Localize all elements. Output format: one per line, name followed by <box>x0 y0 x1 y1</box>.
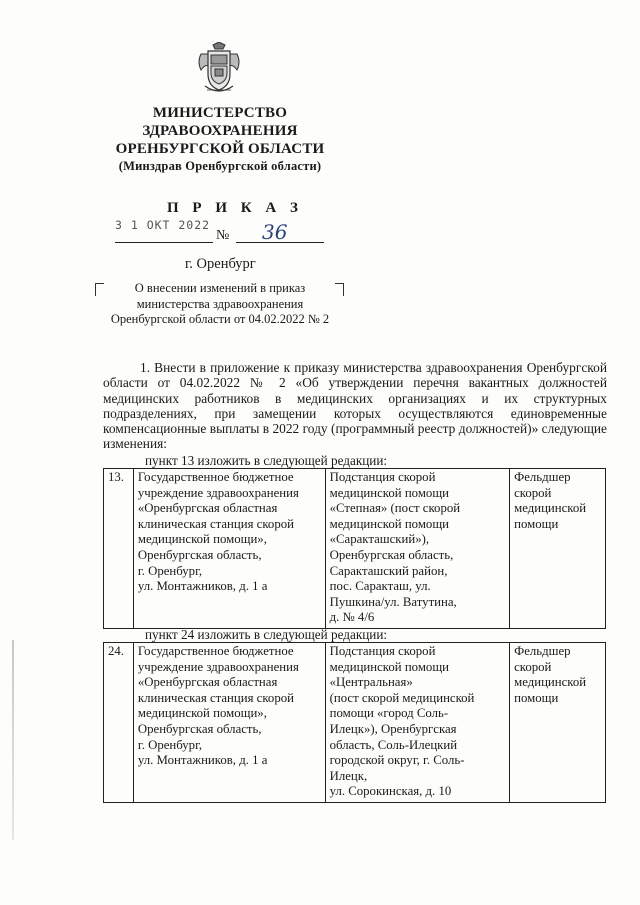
cell-line: Подстанция скорой <box>329 470 436 484</box>
position-cell <box>510 469 606 629</box>
cell-line: Илецк»), Оренбургская <box>329 721 457 736</box>
cell-line: помощи <box>514 690 559 705</box>
cell-line: медицинской <box>514 675 587 690</box>
cell-line: пос. Саракташ, ул. <box>329 579 431 594</box>
subject-line: Оренбургской области от 04.02.2022 № 2 <box>110 312 330 326</box>
cell-line: медицинской помощи», <box>137 706 267 721</box>
cell-line: учреждение здравоохранения <box>137 485 299 500</box>
cell-line: (пост скорой медицинской <box>329 690 475 705</box>
institution-cell <box>133 643 325 803</box>
position-cell <box>510 643 606 803</box>
ministry-line: ЗДРАВООХРАНЕНИЯ <box>142 123 298 139</box>
cell-line: Оренбургская область, <box>137 721 262 736</box>
cell-line: Илецк, <box>329 768 368 783</box>
cell-line: медицинской помощи <box>329 516 450 531</box>
cell-line: ул. Монтажников, д. 1 а <box>137 753 268 768</box>
cell-line: Государственное бюджетное <box>137 470 294 484</box>
cell-line: Фельдшер <box>514 470 571 484</box>
cell-line: Пушкина/ул. Ватутина, <box>329 594 457 609</box>
cell-line: помощи «город Соль- <box>329 706 449 721</box>
cell-line: Оренбургская область, <box>137 547 262 562</box>
cell-line: Фельдшер <box>514 644 571 658</box>
cell-line: «Степная» (пост скорой <box>329 501 461 516</box>
cell-line: Саракташский район, <box>329 563 448 578</box>
body-paragraph: 1. Внести в приложение к приказу министерства здравоохранения Оренбургской области от 04.02.2022 № 2 «Об утверждении перечня вакантных должностей медицинских работников в медицинских организациях и их структурных подразделениях, при замещении которых осуществляются единовременные компенсационные выплаты в 2022 году (программный реестр должностей)» следующие изменения: <box>103 360 607 452</box>
ministry-line: МИНИСТЕРСТВО <box>152 105 288 121</box>
cell-line: медицинской помощи <box>329 659 450 674</box>
ministry-line: ОРЕНБУРГСКОЙ ОБЛАСТИ <box>115 141 325 157</box>
cell-line: медицинской помощи <box>329 485 450 500</box>
order-city: г. Оренбург <box>185 256 256 272</box>
cell-line: ул. Монтажников, д. 1 а <box>137 579 268 594</box>
cell-line: городской округ, г. Соль- <box>329 753 465 768</box>
cell-line: область, Соль-Илецкий <box>329 737 458 752</box>
row-number-cell: 13. <box>104 469 134 629</box>
cell-line: «Саракташский»), <box>329 532 430 547</box>
institution-cell <box>133 469 325 629</box>
cell-line: Подстанция скорой <box>329 644 436 658</box>
cell-line: скорой <box>514 485 552 500</box>
item-13-label: пункт 13 изложить в следующей редакции: <box>145 453 388 468</box>
order-subject <box>100 281 340 328</box>
scan-margin-shadow <box>12 640 14 840</box>
cell-line: Оренбургская область, <box>329 547 454 562</box>
cell-line: Государственное бюджетное <box>137 644 294 658</box>
table-item-13 <box>103 468 606 629</box>
cell-line: «Оренбургская областная <box>137 501 278 516</box>
cell-line: г. Оренбург, <box>137 737 203 752</box>
cell-line: г. Оренбург, <box>137 563 203 578</box>
order-date-stamp: 3 1 ОКТ 2022 <box>115 218 211 232</box>
cell-line: скорой <box>514 659 552 674</box>
cell-line: медицинской <box>514 501 587 516</box>
ministry-name <box>100 104 340 175</box>
cell-line: «Центральная» <box>329 675 413 690</box>
cell-line: клиническая станция скорой <box>137 690 294 705</box>
row-number-cell: 24. <box>104 643 134 803</box>
item-24-label: пункт 24 изложить в следующей редакции: <box>145 627 388 642</box>
date-underline <box>115 242 213 243</box>
table-row <box>104 469 606 629</box>
number-sign: № <box>216 228 230 243</box>
substation-cell <box>325 469 510 629</box>
cell-line: медицинской помощи», <box>137 532 267 547</box>
order-title: П Р И К А З <box>167 200 303 216</box>
order-number: 36 <box>262 220 288 244</box>
cell-line: д. № 4/6 <box>329 610 375 625</box>
subject-line: министерства здравоохранения <box>136 296 304 311</box>
table-item-24 <box>103 642 606 803</box>
substation-cell <box>325 643 510 803</box>
cell-line: учреждение здравоохранения <box>137 659 299 674</box>
cell-line: клиническая станция скорой <box>137 516 294 531</box>
cell-line: помощи <box>514 516 559 531</box>
coat-of-arms-icon <box>195 42 243 96</box>
cell-line: «Оренбургская областная <box>137 675 278 690</box>
table-row <box>104 643 606 803</box>
ministry-short-name: (Минздрав Оренбургской области) <box>118 159 322 173</box>
subject-line: О внесении изменений в приказ <box>134 281 306 295</box>
cell-line: ул. Сорокинская, д. 10 <box>329 784 452 799</box>
